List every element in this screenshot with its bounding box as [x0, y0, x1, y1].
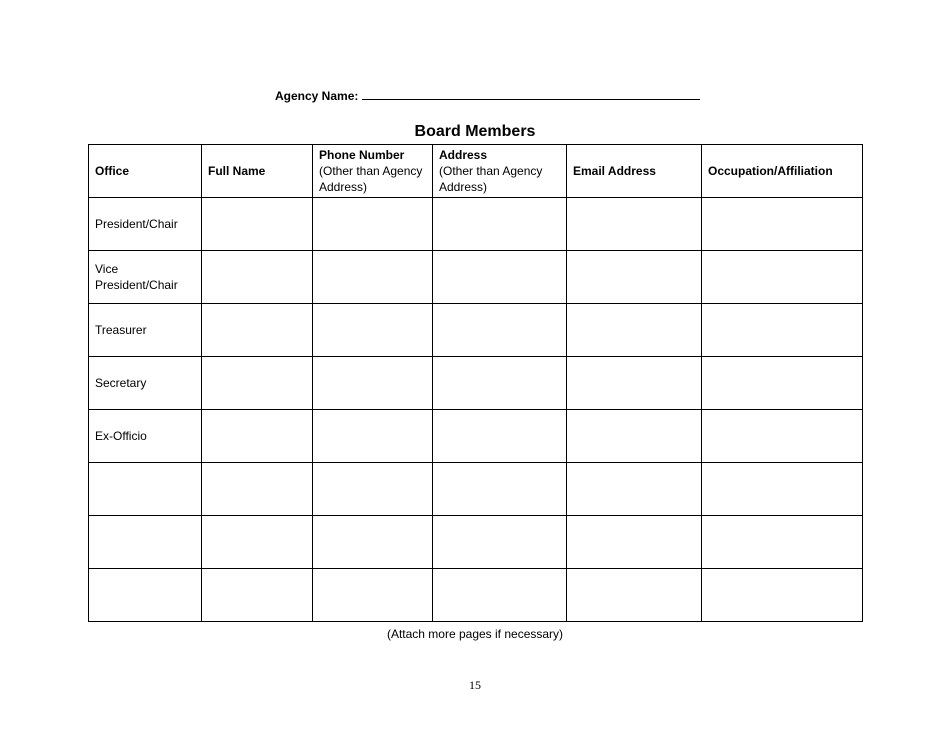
occupation-affiliation-cell[interactable]	[702, 516, 863, 569]
office-cell: Ex-Officio	[89, 410, 202, 463]
occupation-affiliation-cell[interactable]	[702, 198, 863, 251]
office-cell: Vice President/Chair	[89, 251, 202, 304]
office-cell	[89, 463, 202, 516]
email-address-cell[interactable]	[567, 463, 702, 516]
email-address-cell[interactable]	[567, 198, 702, 251]
phone-number-cell[interactable]	[313, 516, 433, 569]
table-row	[89, 516, 863, 569]
phone-number-cell[interactable]	[313, 569, 433, 622]
table-row	[89, 198, 863, 251]
agency-name-line	[275, 87, 700, 104]
email-address-cell[interactable]	[567, 304, 702, 357]
full-name-cell[interactable]	[202, 198, 313, 251]
agency-name-label: Agency Name:	[275, 89, 359, 103]
occupation-affiliation-cell[interactable]	[702, 410, 863, 463]
office-cell	[89, 569, 202, 622]
address-cell[interactable]	[433, 410, 567, 463]
email-address-cell[interactable]	[567, 251, 702, 304]
address-cell[interactable]	[433, 516, 567, 569]
full-name-cell[interactable]	[202, 463, 313, 516]
full-name-cell[interactable]	[202, 569, 313, 622]
address-cell[interactable]	[433, 569, 567, 622]
header-email-address: Email Address	[567, 145, 702, 198]
attach-pages-note: (Attach more pages if necessary)	[386, 627, 564, 641]
occupation-affiliation-cell[interactable]	[702, 357, 863, 410]
address-cell[interactable]	[433, 198, 567, 251]
page-number: 15	[469, 678, 481, 692]
full-name-cell[interactable]	[202, 410, 313, 463]
full-name-cell[interactable]	[202, 304, 313, 357]
table-row	[89, 463, 863, 516]
header-address-note: (Other than Agency Address)	[439, 164, 543, 194]
phone-number-cell[interactable]	[313, 410, 433, 463]
address-cell[interactable]	[433, 463, 567, 516]
email-address-cell[interactable]	[567, 516, 702, 569]
occupation-affiliation-cell[interactable]	[702, 304, 863, 357]
agency-name-field[interactable]	[362, 87, 700, 100]
address-cell[interactable]	[433, 357, 567, 410]
address-cell[interactable]	[433, 251, 567, 304]
table-row	[89, 304, 863, 357]
email-address-cell[interactable]	[567, 410, 702, 463]
email-address-cell[interactable]	[567, 569, 702, 622]
phone-number-cell[interactable]	[313, 463, 433, 516]
occupation-affiliation-cell[interactable]	[702, 463, 863, 516]
full-name-cell[interactable]	[202, 516, 313, 569]
office-cell: President/Chair	[89, 198, 202, 251]
phone-number-cell[interactable]	[313, 304, 433, 357]
header-full-name: Full Name	[202, 145, 313, 198]
header-occupation-affiliation: Occupation/Affiliation	[702, 145, 863, 198]
occupation-affiliation-cell[interactable]	[702, 569, 863, 622]
table-row	[89, 357, 863, 410]
board-members-table	[88, 144, 863, 622]
address-cell[interactable]	[433, 304, 567, 357]
phone-number-cell[interactable]	[313, 198, 433, 251]
table-row	[89, 410, 863, 463]
email-address-cell[interactable]	[567, 357, 702, 410]
table-row	[89, 569, 863, 622]
page-title: Board Members	[414, 123, 536, 140]
phone-number-cell[interactable]	[313, 357, 433, 410]
header-address: Address (Other than Agency Address)	[433, 145, 567, 198]
header-office: Office	[89, 145, 202, 198]
full-name-cell[interactable]	[202, 251, 313, 304]
table-row	[89, 251, 863, 304]
full-name-cell[interactable]	[202, 357, 313, 410]
office-cell: Secretary	[89, 357, 202, 410]
header-phone-number-note: (Other than Agency Address)	[319, 164, 423, 194]
office-cell	[89, 516, 202, 569]
header-phone-number: Phone Number (Other than Agency Address)	[313, 145, 433, 198]
phone-number-cell[interactable]	[313, 251, 433, 304]
office-cell: Treasurer	[89, 304, 202, 357]
table-header-row	[89, 145, 863, 198]
occupation-affiliation-cell[interactable]	[702, 251, 863, 304]
